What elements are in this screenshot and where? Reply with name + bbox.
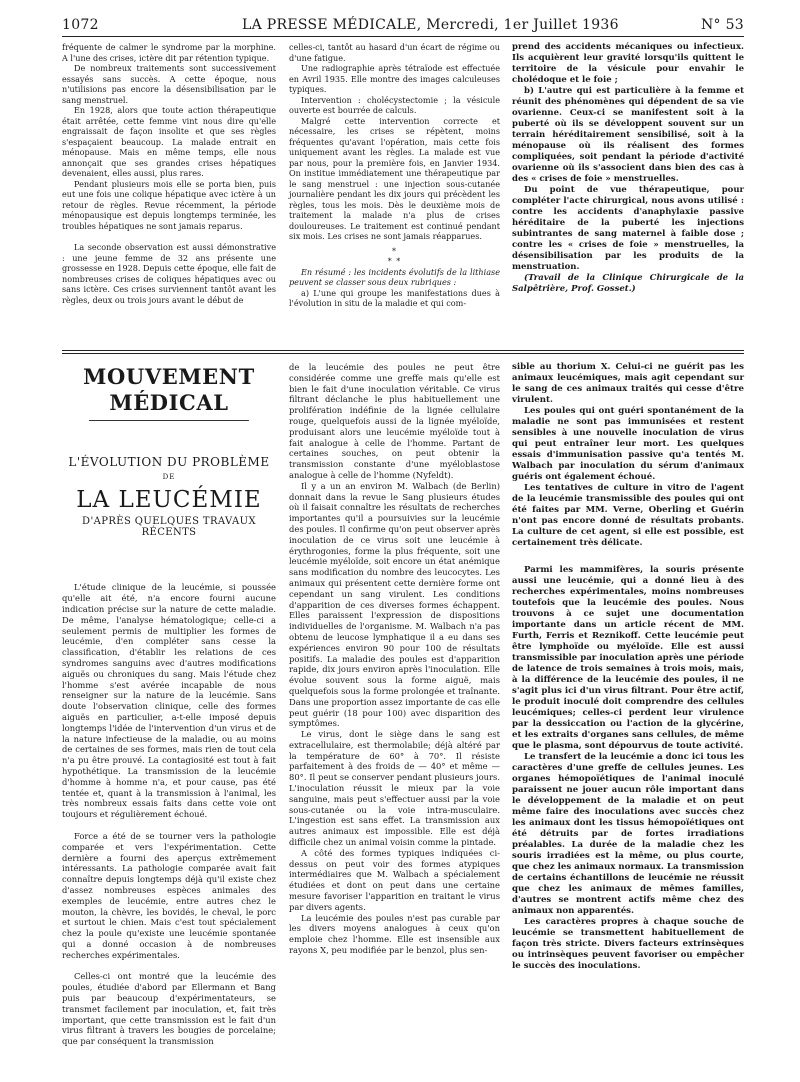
paragraph: Le virus, dont le siège dans le sang est extracellulaire, est thermolabile; déjà altéré par la température de 60° à 70°. Il résiste parfaitement à des froids de — 40° et même — 80°. Il peut se conserver pendant plusieurs jours. L'inoculation réussit le mieux par la voie sanguine, mais peut s'effectuer aussi par la voie sous-cutanée ou la voie intra-musculaire. L'ingestion est sans effet. La transmission aux autres animaux est impossible. Elle est déjà difficile chez un animal voisin comme la pintade.: [289, 729, 500, 848]
section-divider: [62, 350, 744, 351]
page-number: 1072: [62, 17, 99, 33]
bottom-middle-column: [289, 362, 500, 956]
article-credit: (Travail de la Clinique Chirurgicale de la Salpêtrière, Prof. Gosset.): [512, 273, 744, 294]
paragraph: sible au thorium X. Celui-ci ne guérit pas les animaux leucémiques, mais agit cependant sur le sang de ces animaux traités qui cesse d'être virulent.: [512, 362, 744, 405]
summary-paragraph: En résumé : les incidents évolutifs de la lithiase peuvent se classer sous deux rubriques :: [289, 266, 500, 287]
section-stars: * * *: [387, 246, 402, 266]
article-title-line1: L'ÉVOLUTION DU PROBLÈME: [68, 455, 270, 469]
paragraph: Les poules qui ont guéri spontanément de la maladie ne sont pas immunisées et restent sensibles à une nouvelle inoculation de virus qui peut entraîner leur mort. Les quelques essais d'immunisation passive qu'a tentés M. Walbach par inoculation du sérum d'animaux guéris ont également échoué.: [512, 406, 744, 482]
paragraph: Le transfert de la leucémie a donc ici tous les caractères d'une greffe de cellules jeunes. Les organes hémopoïétiques de l'animal inoculé paraissent ne jouer aucun rôle important dans le développement de la maladie et on peut même faire des inoculations avec succès chez les animaux dont les tissus hémopoïétiques ont été détruits par de fortes irradiations préalables. La durée de la maladie chez les souris irradiées est la même, ou plus courte, que chez les animaux normaux. La transmission de certains échantillons de leucémie ne réussit que chez les animaux de mêmes familles, d'autres se montrent actifs même chez des animaux non apparentés.: [512, 752, 744, 916]
section-divider-double: [62, 353, 744, 354]
paragraph: En 1928, alors que toute action thérapeutique était arrêtée, cette femme vint nous dire qu'elle engraissait de façon insolite et que ses règles s'espaçaient beaucoup. La malade entrait en ménopause. Mais en même temps, elle nous annonçait que ses grandes crises hépatiques devenaient, elles aussi, plus rares.: [62, 105, 276, 178]
paragraph: La seconde observation est aussi démonstrative : une jeune femme de 32 ans présente une grossesse en 1928. Depuis cette époque, elle fait de nombreuses crises de coliques hépatiques avec ou sans ictère. Ces crises surviennent tantôt avant les règles, deux ou trois jours avant le début de: [62, 242, 276, 305]
top-middle-column: [289, 42, 500, 309]
paragraph: Pendant plusieurs mois elle se porta bien, puis eut une fois une colique hépatique avec ictère à un retour de règles. Revue récemment, la période ménopausique est depuis longtemps terminée, les troubles hépatiques ne sont jamais reparus.: [62, 178, 276, 231]
article-title-de: DE: [162, 473, 176, 481]
paragraph: b) L'autre qui est particulière à la femme et réunit des phénomènes qui dépendent de sa vie ovarienne. Ceux-ci se manifestent soit à la puberté où ils se développent souvent sur un terrain héréditairement sensibilisé, soit à la ménopause où ils réalisent des formes compliquées, soit pendant la période d'activité ovarienne où ils s'associent dans bien des cas à des « crises de foie » menstruelles.: [512, 86, 744, 184]
bottom-right-column: [512, 362, 744, 972]
header-rule: [62, 36, 744, 37]
top-left-column: [62, 42, 276, 305]
article-title-main: LA LEUCÉMIE: [76, 486, 262, 513]
paragraph: Intervention : cholécystectomie ; la vésicule ouverte est bourrée de calculs.: [289, 94, 500, 115]
page-header: [62, 17, 744, 35]
paragraph: Une radiographie après tétraïode est effectuée en Avril 1935. Elle montre des images calculeuses typiques.: [289, 63, 500, 94]
paragraph: Il y a un an environ M. Walbach (de Berlin) donnait dans la revue le Sang plusieurs études où il faisait connaître les résultats de recherches importantes qu'il a poursuivies sur la leucémie des poules. Il confirme qu'on peut observer après inoculation de ce virus soit une leucémie à érythrogonies, forme la plus fréquente, soit une leucémie myéloïde, soit encore un état anémique sans modification du nombre des leucocytes. Les animaux qui présentent cette dernière forme ont cependant un sang virulent. Les conditions d'apparition de ces diverses formes échappent. Elles paraissent l'expression de dispositions individuelles de l'organisme. M. Walbach n'a pas obtenu de leucose lymphatique il a eu dans ses expériences environ 90 pour 100 de résultats positifs. La maladie des poules est d'apparition rapide, dix jours environ après l'inoculation. Elle évolue souvent sous la forme aiguë, mais quelquefois sous la forme prolongée et traînante. Dans une proportion assez importante de cas elle peut guérir (18 pour 100) avec disparition des symptômes.: [289, 480, 500, 729]
paragraph: La leucémie des poules n'est pas curable par les divers moyens analogues à ceux qu'on emploie chez l'homme. Elle est insensible aux rayons X, peu modifiée par le benzol, plus sen-: [289, 912, 500, 956]
paragraph: Du point de vue thérapeutique, pour compléter l'acte chirurgical, nous avons utilisé : contre les accidents d'anaphylaxie passive héréditaire de la puberté les injections subintrantes de sang maternel à faible dose ; contre les « crises de foie » menstruelles, la désensibilisation par les produits de la menstruation.: [512, 185, 744, 272]
paragraph: a) L'une qui groupe les manifestations dues à l'évolution in situ de la maladie et qui com-: [289, 287, 500, 308]
paragraph: Force a été de se tourner vers la pathologie comparée et vers l'expérimentation. Cette dernière a fourni des aperçus extrêmement intéressants. La pathologie comparée avait fait connaître depuis longtemps déjà qu'il existe chez d'assez nombreuses espèces animales des exemples de leucémie, entre autres chez le mouton, la chèvre, les bovidés, le cheval, le porc et surtout le chien. Mais c'est tout spécialement chez la poule qu'existe une leucémie spontanée qui a donné occasion à de nombreuses recherches expérimentales.: [62, 830, 276, 960]
paragraph: Parmi les mammifères, la souris présente aussi une leucémie, qui a donné lieu à des recherches expérimentales, moins nombreuses toutefois que la leucémie des poules. Nous trouvons à ce sujet une documentation importante dans un article récent de MM. Furth, Ferris et Reznikoff. Cette leucémie peut être lymphoïde ou myéloïde. Elle est aussi transmissible par inoculation après une période de latence de trois semaines à trois mois, mais, à la différence de la leucémie des poules, il ne s'agit plus ici d'un virus filtrant. Pour être actif, le produit inoculé doit comprendre des cellules leucémiques; celles-ci perdent leur virulence par la dessiccation ou l'action de la glycérine, et les extraits d'organes sans cellules, de même que le plasma, sont dépourvus de toute activité.: [512, 565, 744, 751]
bottom-left-column: [62, 362, 276, 1047]
paragraph: de la leucémie des poules ne peut être considérée comme une greffe mais qu'elle est bien le fait d'une inoculation véritable. Ce virus filtrant déclanche le plus habituellement une prolifération indéfinie de la lignée cellulaire rouge, quelquefois aussi de la lignée myéloïde, produisant alors une leucémie myéloïde tout à fait analogue à celle de l'homme. Partant de certaines souches, on peut obtenir la transmission constante d'une myéloblastose analogue à celle de l'homme (Nyfeldt).: [289, 362, 500, 480]
issue-number: N° 53: [700, 17, 744, 33]
article-subtitle: D'APRÈS QUELQUES TRAVAUX RÉCENTS: [82, 515, 256, 538]
paragraph: De nombreux traitements sont successivement essayés sans succès. A cette époque, nous n'utilisions pas encore la désensibilisation par le sang menstruel.: [62, 63, 276, 105]
paragraph: Malgré cette intervention correcte et nécessaire, les crises se répètent, moins fréquentes qu'avant l'opération, mais cette fois uniquement avant les règles. La malade est vue par nous, pour la première fois, en Janvier 1934. On institue immédiatement une thérapeutique par le sang menstruel : une injection sous-cutanée journalière pendant les dix jours qui précèdent les règles, tous les mois. Dès le deuxième mois de traitement la malade n'a plus de crises douloureuses. Le traitement est continué pendant six mois. Les crises ne sont jamais réapparues.: [289, 115, 500, 241]
top-right-column: [512, 42, 744, 295]
paragraph: L'étude clinique de la leucémie, si poussée qu'elle ait été, n'a encore fourni aucune indication précise sur la nature de cette maladie. De même, l'analyse hématologique; celle-ci a seulement permis de multiplier les formes de leucémie, d'en compléter sans cesse la classification, d'établir les relations de ces syndromes sanguins avec d'autres modifications aiguës ou chroniques du sang. Mais l'étude chez l'homme s'est avérée incapable de nous renseigner sur la nature de la leucémie. Sans doute l'observation clinique, celle des formes aiguës en particulier, a-t-elle imposé depuis longtemps l'idée de l'intervention d'un virus et de la nature infectieuse de la maladie, ou au moins de certaines de ses formes, mais rien de tout cela n'a pu être prouvé. La contagiosité est tout à fait hypothétique. La transmission de la leucémie d'homme à homme n'a, et pour cause, pas été tentée et, quant à la transmission à l'animal, les très nombreux essais faits dans cette voie ont toujours et régulièrement échoué.: [62, 582, 276, 820]
paragraph: A côté des formes typiques indiquées ci-dessus on peut voir des formes atypiques intermédiaires que M. Walbach a spécialement étudiées et dont on peut dans une certaine mesure favoriser l'apparition en traitant le virus par divers agents.: [289, 847, 500, 912]
paragraph: prend des accidents mécaniques ou infectieux. Ils acquièrent leur gravité lorsqu'ils quittent le territoire de la vésicule pour envahir le cholédoque et le foie ;: [512, 42, 744, 85]
journal-title: LA PRESSE MÉDICALE, Mercredi, 1er Juillet 1936: [242, 17, 619, 33]
paragraph: celles-ci, tantôt au hasard d'un écart de régime ou d'une fatigue.: [289, 42, 500, 63]
paragraph: fréquente de calmer le syndrome par la morphine. A l'une des crises, ictère dit par rétention typique.: [62, 42, 276, 63]
section-title-rule: [89, 420, 249, 421]
paragraph: Les caractères propres à chaque souche de leucémie se transmettent habituellement de façon très stricte. Divers facteurs extrinsèques ou intrinsèques peuvent favoriser ou empêcher le succès des inoculations.: [512, 917, 744, 971]
paragraph: Les tentatives de culture in vitro de l'agent de la leucémie transmissible des poules qui ont été faites par MM. Verne, Oberling et Guérin n'ont pas encore donné de résultats probants. La culture de cet agent, si elle est possible, est certainement très délicate.: [512, 483, 744, 548]
paragraph: Celles-ci ont montré que la leucémie des poules, étudiée d'abord par Ellermann et Bang puis par beaucoup d'expérimentateurs, se transmet facilement par inoculation, et, fait très important, que cette transmission est le fait d'un virus filtrant à travers les bougies de porcelaine; que par conséquent la transmission: [62, 971, 276, 1047]
section-title: MOUVEMENT MÉDICAL: [83, 364, 255, 415]
